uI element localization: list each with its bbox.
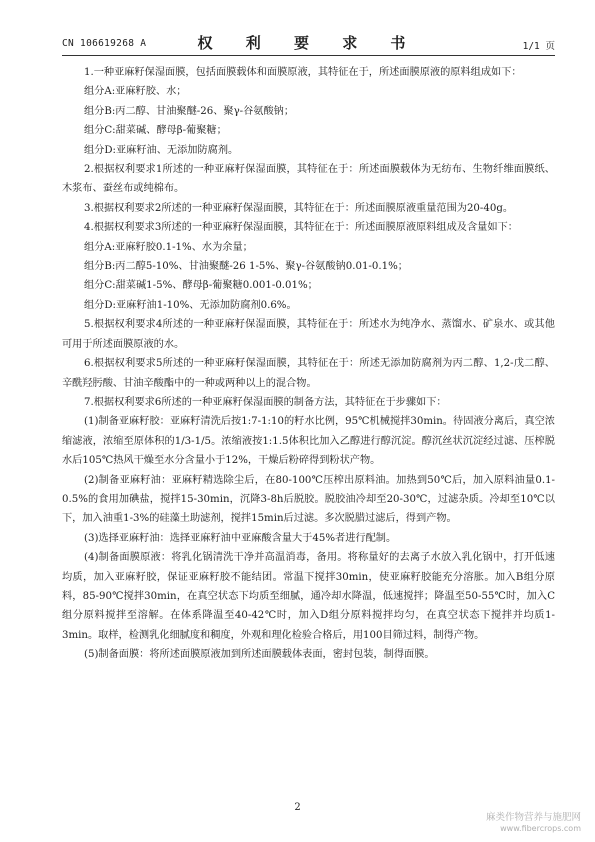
site-watermark [486, 812, 581, 834]
component-line: 组分D:亚麻籽油1-10%、无添加防腐剂0.6%。 [84, 299, 297, 311]
claim-paragraph: (2)制备亚麻籽油：亚麻籽精选除尘后，在80-100℃压榨出原料油。加热到50℃后，加入原料油量0.1-0.5%的食用加碘盐，搅拌15-30min，沉降3-8h后脱胶。脱胶油冷却至20-30℃，过滤杂质。冷却至10℃以下，加入油重1-3%的硅藻土助滤剂，搅拌15min后过滤。多次脱腊过滤后，得到产物。 [62, 474, 555, 525]
claims-body [62, 63, 555, 665]
claim-paragraph: 4.根据权利要求3所述的一种亚麻籽保湿面膜，其特征在于：所述面膜原液原料组成及含量如下： [84, 222, 518, 234]
claim-paragraph: 2.根据权利要求1所述的一种亚麻籽保湿面膜，其特征在于：所述面膜载体为无纺布、生物纤维面膜纸、木浆布、蚕丝布或纯棉布。 [62, 164, 555, 195]
claim-paragraph: 5.根据权利要求4所述的一种亚麻籽保湿面膜，其特征在于：所述水为纯净水、蒸馏水、矿泉水、或其他可用于所述面膜原液的水。 [62, 319, 555, 350]
watermark-site-name: 麻类作物营养与施肥网 [485, 812, 581, 823]
claim-paragraph: 6.根据权利要求5所述的一种亚麻籽保湿面膜，其特征在于：所述无添加防腐剂为丙二醇、1,2-戊二醇、辛酰羟肟酸、甘油辛酸酯中的一种或两种以上的混合物。 [62, 358, 555, 389]
publication-number: CN 106619268 A [62, 38, 147, 49]
claim-paragraph: (5)制备面膜：将所述面膜原液加到所述面膜载体表面，密封包装，制得面膜。 [84, 649, 435, 661]
component-line: 组分B:丙二醇5-10%、甘油聚醚-26 1-5%、聚γ-谷氨酸钠0.01-0.1%； [84, 261, 408, 273]
component-line: 组分A:亚麻籽胶0.1-1%、水为余量； [84, 241, 253, 253]
claim-paragraph: (1)制备亚麻籽胶：亚麻籽清洗后按1:7-1:10的籽水比例，95℃机械搅拌30min。待固液分离后，真空浓缩滤液，浓缩至原体积的1/3-1/5。浓缩液按1:1.5体积比加入乙醇进行醇沉淀。醇沉丝状沉淀经过滤、压榨脱水后105℃热风干燥至水分含量小于12%，干燥后粉碎得到粉状产物。 [62, 416, 555, 467]
component-line: 组分A:亚麻籽胶、水； [84, 86, 187, 98]
page-header [62, 32, 555, 52]
component-line: 组分B:丙二醇、甘油聚醚-26、聚γ-谷氨酸钠； [84, 105, 295, 117]
claim-paragraph: (4)制备面膜原液：将乳化锅清洗干净并高温消毒，备用。将称量好的去离子水放入乳化锅中，打开低速均质，加入亚麻籽胶，保证亚麻籽胶不能结团。常温下搅拌30min，使亚麻籽胶能充分溶胀。加入B组分原料，85-90℃搅拌30min，在真空状态下均质至细腻，通冷却水降温，低速搅拌；降温至50-55℃时，加入C组分原料搅拌至溶解。在体系降温至40-42℃时，加入D组分原料搅拌均匀，在真空状态下搅拌并均质1-3min。取样，检测乳化细腻度和稠度，外观和理化检验合格后，用100目筛过料，制得产物。 [62, 552, 555, 641]
claim-paragraph: 1.一种亚麻籽保湿面膜，包括面膜载体和面膜原液，其特征在于，所述面膜原液的原料组成如下： [84, 67, 522, 78]
page-indicator: 1/1 页 [522, 41, 555, 52]
component-line: 组分D:亚麻籽油、无添加防腐剂。 [84, 144, 239, 156]
watermark-url: www.fibercrops.com [500, 824, 581, 833]
component-line: 组分C:甜菜碱、酵母β-葡聚糖； [84, 125, 227, 137]
component-line: 组分C:甜菜碱1-5%、酵母β-葡聚糖0.001-0.01%； [84, 280, 318, 292]
claim-paragraph: 3.根据权利要求2所述的一种亚麻籽保湿面膜，其特征在于：所述面膜原液重量范围为20-40g。 [84, 202, 514, 214]
header-rule [62, 55, 555, 56]
document-title: 权 利 要 求 书 [197, 34, 420, 52]
claim-paragraph: (3)选择亚麻籽油：选择亚麻籽油中亚麻酸含量大于45%者进行配制。 [84, 532, 397, 544]
page-number: 2 [294, 802, 301, 813]
claim-paragraph: 7.根据权利要求6所述的一种亚麻籽保湿面膜的制备方法，其特征在于步骤如下： [84, 396, 447, 408]
